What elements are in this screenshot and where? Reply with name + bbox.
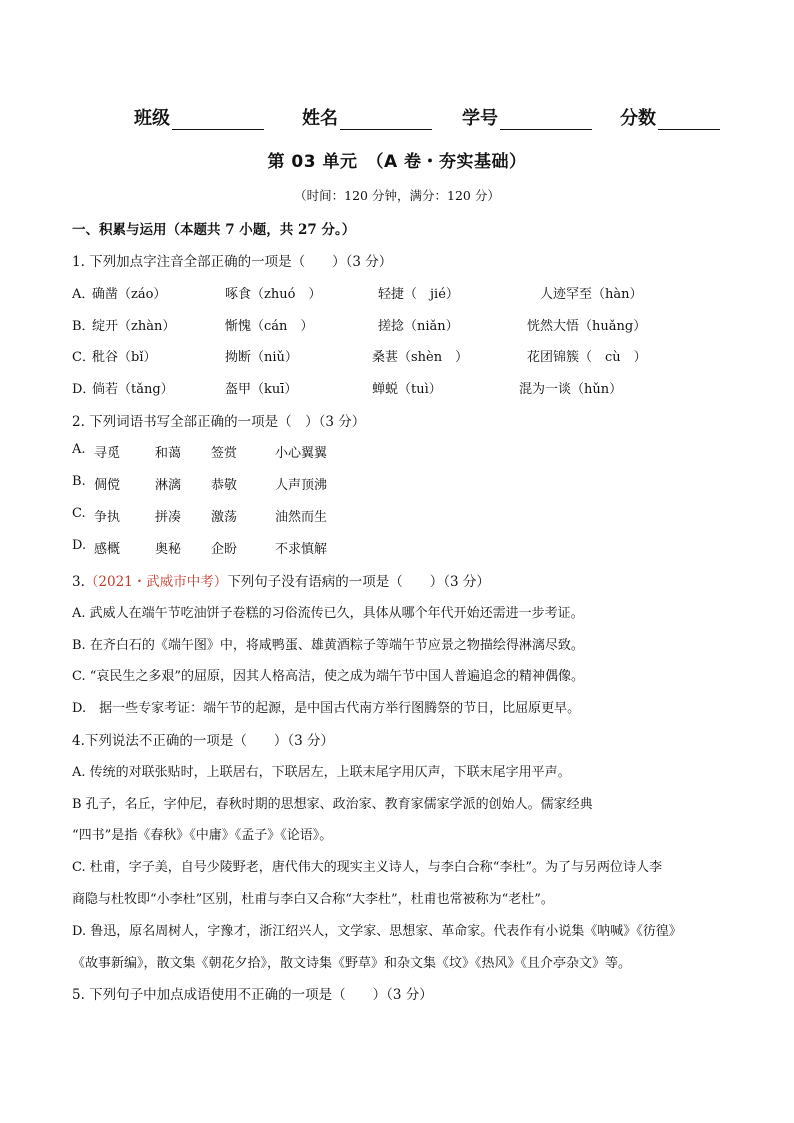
- score-label: 分数: [620, 108, 656, 129]
- q2-option-label: C.: [72, 506, 86, 521]
- q1-option-item: 花团锦簇（ cù ）: [527, 350, 647, 365]
- q2-option-item: 奥秘: [155, 542, 182, 557]
- q4-line: 《故事新编》，散文集《朝花夕拾》，散文诗集《野草》和杂文集《坟》《热风》《且介亭杂文》等。: [72, 956, 632, 971]
- q2-option-item: 感概: [94, 542, 121, 557]
- q3-option: C. “哀民生之多艰”的屈原，因其人格高洁，使之成为端午节中国人普遍追念的精神偶像。: [72, 669, 585, 684]
- q2-option-item: 签赏: [211, 446, 238, 461]
- id-label: 学号: [462, 108, 498, 129]
- q2-option-item: 小心翼翼: [275, 446, 328, 461]
- q1-option-item: 啄食（zhuó ）: [225, 287, 322, 302]
- q1-option-item: 轻捷（ jié）: [378, 287, 459, 302]
- q2-stem: 2. 下列词语书写全部正确的一项是（ ）（3 分）: [72, 414, 366, 430]
- q2-option-item: 恭敬: [211, 478, 238, 493]
- q1-option-item: 恍然大悟（huǎng）: [527, 319, 647, 334]
- q2-option-label: D.: [72, 538, 87, 553]
- score-field: [620, 104, 720, 130]
- q2-option-item: 争执: [94, 510, 121, 525]
- q3-source: （2021・武威市中考）: [84, 574, 228, 590]
- page-title: 第 03 单元 （A 卷・夯实基础）: [267, 152, 527, 172]
- q4-line: “四书”是指《春秋》《中庸》《孟子》《论语》。: [72, 828, 333, 843]
- q1-option-item: 桑葚（shèn ）: [372, 350, 469, 365]
- q3-option: B. 在齐白石的《端午图》中，将咸鸭蛋、雄黄酒粽子等端午节应景之物描绘得淋漓尽致。: [72, 638, 584, 653]
- q4-line: B 孔子，名丘，字仲尼，春秋时期的思想家、政治家、教育家儒家学派的创始人。儒家经典: [72, 797, 593, 812]
- q1-option-item: 拗断（niǔ）: [225, 350, 298, 365]
- q2-option-item: 和蔼: [155, 446, 182, 461]
- q3-number: 3.: [72, 574, 85, 590]
- name-blank: [340, 111, 432, 130]
- q3-stem-line: [72, 570, 490, 590]
- q5-stem: 5. 下列句子中加点成语使用不正确的一项是（ ）（3 分）: [72, 987, 433, 1003]
- class-blank: [172, 111, 264, 130]
- q2-option-item: 倜傥: [94, 478, 121, 493]
- id-blank: [500, 111, 592, 130]
- q2-option-item: 淋漓: [155, 478, 182, 493]
- q1-option-label: C．: [72, 350, 95, 365]
- q1-option-item: 盔甲（kuī）: [225, 382, 298, 397]
- q2-option-item: 拼凑: [155, 510, 182, 525]
- q1-option-item: 惭愧（cán ）: [225, 319, 314, 334]
- q3-stem: 下列句子没有语病的一项是（ ）（3 分）: [227, 574, 490, 590]
- q1-option-item: 蝉蜕（tuì）: [372, 382, 442, 397]
- q1-option-item: 绽开（zhàn）: [92, 319, 176, 334]
- q1-option-item: 搓捻（niǎn）: [378, 319, 459, 334]
- q3-option: D. 据一些专家考证：端午节的起源，是中国古代南方举行图腾祭的节日，比屈原更早。: [72, 701, 581, 716]
- q1-option-label: A．: [72, 287, 95, 302]
- q1-option-item: 人迹罕至（hàn）: [540, 287, 643, 302]
- q1-option-item: 秕谷（bǐ）: [92, 350, 157, 365]
- name-field: [302, 104, 432, 130]
- q4-line: 商隐与杜牧即“小李杜”区别，杜甫与李白又合称“大李杜”，杜甫也常被称为“老杜”。: [72, 892, 554, 907]
- q4-line: A. 传统的对联张贴时，上联居右，下联居左，上联末尾字用仄声，下联末尾字用平声。: [72, 765, 571, 780]
- q1-option-item: 确凿（záo）: [92, 287, 167, 302]
- q2-option-item: 人声顶沸: [275, 478, 328, 493]
- q1-option-item: 混为一谈（hǔn）: [519, 382, 623, 397]
- q2-option-label: A.: [72, 442, 86, 457]
- name-label: 姓名: [302, 108, 338, 129]
- class-label: 班级: [134, 108, 170, 129]
- page-subtitle: （时间：120 分钟，满分：120 分）: [294, 188, 500, 203]
- q4-line: C. 杜甫，字子美，自号少陵野老，唐代伟大的现实主义诗人，与李白合称“李杜”。为了与另两位诗人李: [72, 860, 663, 875]
- q2-option-item: 油然而生: [275, 510, 328, 525]
- q2-option-label: B.: [72, 474, 86, 489]
- q1-option-label: D．: [72, 382, 96, 397]
- q2-option-item: 寻觅: [94, 446, 121, 461]
- q4-stem: 4.下列说法不正确的一项是（ ）（3 分）: [72, 733, 335, 749]
- section-heading: 一、积累与运用（本题共 7 小题，共 27 分。）: [72, 222, 356, 238]
- id-field: [462, 104, 592, 130]
- q1-option-label: B．: [72, 319, 95, 334]
- q2-option-item: 企盼: [211, 542, 238, 557]
- q1-option-item: 倘若（tǎng）: [92, 382, 174, 397]
- q1-stem: 1. 下列加点字注音全部正确的一项是（ ）（3 分）: [72, 254, 393, 270]
- q3-option: A. 武威人在端午节吃油饼子卷糕的习俗流传已久，具体从哪个年代开始还需进一步考证。: [72, 606, 584, 621]
- score-blank: [658, 111, 720, 130]
- class-field: [134, 104, 264, 130]
- q2-option-item: 激荡: [211, 510, 238, 525]
- q2-option-item: 不求慎解: [275, 542, 328, 557]
- q4-line: D. 鲁迅，原名周树人，字豫才，浙江绍兴人，文学家、思想家、革命家。代表作有小说集《呐喊》《彷徨》: [72, 924, 682, 939]
